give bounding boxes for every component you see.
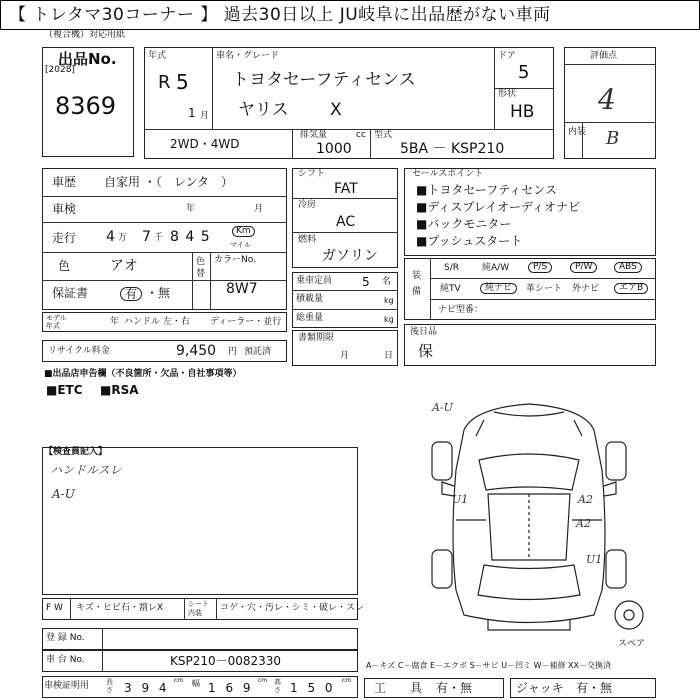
score-label: 評価点 [590, 51, 618, 61]
width: 1 6 9 [208, 681, 254, 695]
jack-value: 有・無 [576, 681, 613, 695]
lot-number: 8369 [55, 92, 117, 120]
mark-right-rear: U1 [586, 553, 603, 566]
gross-label: 総重量 [296, 313, 324, 323]
spare-label: スペア [618, 639, 646, 649]
equip-pw: P/W [570, 262, 597, 273]
recycle-label: リサイクル料金 [48, 346, 110, 356]
shift-label: シフト [298, 169, 326, 179]
score: 4 [598, 83, 616, 116]
year: 5 [176, 70, 189, 94]
chassis-number: KSP210－0082330 [170, 654, 282, 668]
option-rsa: ■RSA [100, 383, 139, 397]
navi-label: ナビ型番： [438, 305, 484, 315]
after-value: 保 [418, 342, 434, 360]
cert-label: 車検証明用 [44, 681, 90, 691]
shaken-label: 車検 [52, 202, 77, 216]
man-unit: 万 [118, 233, 128, 243]
handle: ハンドル 左・右 [124, 317, 190, 327]
name-label: 車名・グレード [216, 51, 280, 61]
color-no: 8W7 [226, 281, 258, 297]
after-box [404, 324, 656, 366]
equipment-label: 装備 [412, 271, 422, 297]
interior: B [606, 128, 620, 149]
registration-row [42, 628, 358, 650]
shaken-month: 月 [254, 204, 264, 214]
equip-leather: 革シート [526, 284, 563, 294]
mileage-rest: 8 4 5 [170, 229, 211, 245]
warranty-no: ・無 [146, 286, 171, 300]
model-year-unit: 年 [110, 317, 120, 327]
ac-label: 冷房 [298, 200, 317, 210]
dealer: ディーラー・並行 [210, 317, 282, 327]
docs-label: 書類期限 [298, 333, 335, 343]
era: R [158, 72, 171, 93]
sales-points-label: セールスポイント [412, 169, 484, 179]
recycle-unit: 円 [228, 347, 238, 357]
equip-ps: P/S [528, 262, 552, 273]
lot-tag: [2028] [45, 65, 75, 75]
mileage-man: 4 [106, 229, 115, 245]
docs-month: 月 [340, 351, 350, 361]
mark-right-door-2: A2 [576, 517, 591, 530]
registration-label: 登 録 No. [46, 633, 85, 643]
km-unit: Km [232, 226, 255, 237]
options-label: ■出品店申告欄（不良箇所・欠品・自社事項等） [44, 369, 242, 379]
year-label: 年式 [148, 51, 167, 61]
interior-label: 内装 [568, 127, 587, 137]
damage-legend: A－キズ C－腐食 E－エクボ S－サビ U－凹ミ W－補修 XX－交換済 [366, 661, 612, 670]
sen-unit: 千 [154, 233, 164, 243]
equip-ext-navi: 外ナビ [572, 284, 600, 294]
height: 1 5 0 [290, 681, 336, 695]
month: 1 [188, 106, 196, 120]
color-label: 色 [58, 259, 71, 273]
fw-label: F W [46, 603, 63, 613]
height-cm: cm [342, 677, 352, 684]
drive: 2WD・4WD [170, 137, 240, 151]
history-value: 自家用 ・（ レンタ ） [104, 175, 234, 189]
docs-day: 日 [384, 351, 394, 361]
mile-unit: マイル [230, 241, 251, 249]
width-label: 幅 [192, 679, 200, 688]
door-label: ドア [498, 51, 516, 61]
change-label: 色替 [196, 257, 206, 279]
capacity-unit: 名 [382, 277, 392, 287]
warranty-label: 保証書 [52, 286, 89, 300]
car-damage-diagram [404, 390, 654, 640]
doors: 5 [518, 62, 530, 83]
capacity-label: 乗車定員 [296, 276, 333, 286]
gross-unit: kg [384, 315, 394, 324]
cc-unit: cc [356, 130, 366, 140]
sales-point-4: ■プッシュスタート [416, 234, 523, 248]
displacement-label: 排気量 [300, 130, 328, 140]
inspector-line2: A-U [52, 487, 75, 501]
chassis-label: 車 台 No. [46, 655, 85, 665]
ac: AC [336, 214, 356, 230]
model-code: 5BA － KSP210 [400, 141, 505, 157]
equip-tv: 純TV [440, 284, 461, 294]
mileage-label: 走行 [52, 231, 77, 245]
seat-items: コゲ・穴・汚レ・シミ・破レ・スレ [220, 603, 365, 613]
mark-left-door: U1 [452, 493, 469, 506]
history-label: 車歴 [52, 175, 77, 189]
length-label: 長さ [106, 678, 113, 694]
length: 3 9 4 [124, 681, 170, 695]
capacity: 5 [362, 275, 370, 289]
load-unit: kg [384, 296, 394, 305]
equip-sr: S/R [444, 263, 459, 273]
tools-value: 有・無 [436, 681, 473, 695]
month-unit: 月 [200, 111, 210, 121]
equip-abs: ABS [614, 262, 642, 273]
jack-label: ジャッキ [516, 681, 564, 695]
banner: 【 トレタマ30コーナー 】 過去30日以上 JU岐阜に出品歴がない車両 [0, 0, 700, 30]
lot-label: 出品No. [58, 50, 117, 68]
mileage-sen: 7 [142, 229, 151, 245]
height-label: 高さ [274, 678, 281, 694]
length-cm: cm [174, 677, 184, 684]
shift: FAT [334, 181, 358, 197]
after-label: 後日品 [410, 327, 438, 337]
shaken-year: 年 [186, 204, 196, 214]
equip-navi: 純ナビ [480, 283, 517, 294]
equip-alloy: 純A/W [482, 263, 510, 273]
mark-right-door-1: A2 [578, 493, 593, 506]
shape: HB [510, 102, 535, 122]
form-subtitle: （複合機）対応用紙 [44, 30, 126, 40]
color: アオ [110, 258, 138, 274]
inspector-label: 【検査員記入】 [44, 447, 108, 457]
equip-airbag: エアB [614, 283, 648, 294]
sales-point-2: ■ディスプレイオーディオナビ [416, 200, 580, 214]
fuel: ガソリン [322, 248, 378, 264]
inspector-line1: ハンドルスレ [50, 463, 122, 477]
seat-label: シート内装 [188, 600, 209, 617]
fuel-label: 燃料 [298, 235, 317, 245]
name-line1: トヨタセーフティセンス [232, 70, 416, 90]
mark-front-left: A-U [432, 401, 453, 414]
warranty-yes: 有 [120, 287, 142, 301]
fw-items: キズ・ヒビ石・割レX [76, 603, 163, 613]
name-line2: ヤリス [238, 100, 289, 120]
grade: X [330, 100, 342, 120]
recycle-amount: 9,450 [176, 343, 217, 359]
displacement: 1000 [316, 141, 352, 157]
sales-point-1: ■トヨタセーフティセンス [416, 183, 557, 197]
width-cm: cm [258, 677, 268, 684]
model-label: 型式 [374, 130, 393, 140]
shape-label: 形状 [498, 89, 517, 99]
model-year-label: モデル年式 [46, 314, 67, 330]
color-no-label: カラーNo. [214, 255, 256, 265]
option-etc: ■ETC [46, 383, 83, 397]
sales-point-3: ■バックモニター [416, 217, 512, 231]
load-label: 積載量 [296, 294, 324, 304]
tools-label: 工 具 [374, 681, 423, 695]
recycle-note: 預託済 [244, 347, 272, 357]
